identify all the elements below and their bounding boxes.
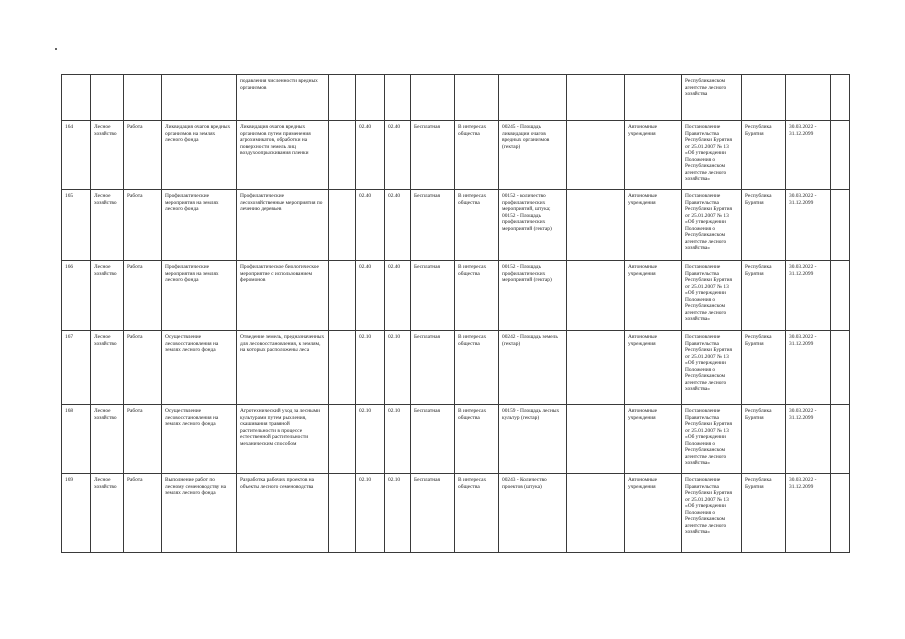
table-row bbox=[62, 331, 850, 405]
cell-indicator: 00243 - Количество проектов (штука) bbox=[499, 474, 567, 553]
cell-legal: Постановление Правительства Республики Бурятия от 25.01.2007 № 13 «Об утверждении Положения о Республиканском агентстве лесного хозяйства» bbox=[682, 474, 742, 553]
table-row bbox=[62, 121, 850, 190]
cell-name: Осуществление лесовосстановления на землях лесного фонда bbox=[162, 331, 237, 405]
cell-indicator: 00152 - количество профилактических мероприятий, штука; 00152 - Площадь профилактических мероприятий (гектар) bbox=[499, 190, 567, 261]
cell-name: Осуществление лесовосстановления на землях лесного фонда bbox=[162, 405, 237, 474]
cell-num: 164 bbox=[62, 121, 91, 190]
cell-code1: 02.40 bbox=[356, 190, 385, 261]
cell-interest: В интересах общества bbox=[455, 474, 499, 553]
cell-sector: Лесное хозяйство bbox=[91, 121, 124, 190]
cell-code1: 02.10 bbox=[356, 405, 385, 474]
table-row-continuation bbox=[62, 75, 850, 121]
cell-code2: 02.10 bbox=[385, 405, 411, 474]
cell-code2: 02.40 bbox=[385, 121, 411, 190]
cell-code1: 02.40 bbox=[356, 261, 385, 331]
cell-sector: Лесное хозяйство bbox=[91, 474, 124, 553]
cell-indicator: 00242 - Площадь земель (гектар) bbox=[499, 331, 567, 405]
cell-region: Республика Бурятия bbox=[742, 405, 786, 474]
cell-recipient: Автономные учреждения bbox=[625, 405, 682, 474]
cell-fee: Бесплатная bbox=[411, 331, 455, 405]
cell-recipient: Автономные учреждения bbox=[625, 121, 682, 190]
cell-code1: 02.40 bbox=[356, 121, 385, 190]
cell-period: 30.03.2022 - 31.12.2099 bbox=[786, 331, 831, 405]
cell-interest: В интересах общества bbox=[455, 261, 499, 331]
cell-region: Республика Бурятия bbox=[742, 331, 786, 405]
cell-type: Работа bbox=[124, 190, 162, 261]
cell-code1: 02.10 bbox=[356, 331, 385, 405]
cell-code1: 02.10 bbox=[356, 474, 385, 553]
cell-content: подавления численности вредных организмов bbox=[237, 75, 329, 121]
cell-legal: Постановление Правительства Республики Бурятия от 25.01.2007 № 13 «Об утверждении Положения о Республиканском агентстве лесного хозяйства» bbox=[682, 261, 742, 331]
cell-region: Республика Бурятия bbox=[742, 474, 786, 553]
cell-period: 30.03.2022 - 31.12.2099 bbox=[786, 121, 831, 190]
cell-num: 167 bbox=[62, 331, 91, 405]
cell-type: Работа bbox=[124, 121, 162, 190]
cell-content: Агротехнический уход за лесными культурами путем рыхления, скашивания травяной растительности в процессе естественной растительности механическим способом bbox=[237, 405, 329, 474]
cell-interest: В интересах общества bbox=[455, 190, 499, 261]
cell-type: Работа bbox=[124, 405, 162, 474]
cell-recipient: Автономные учреждения bbox=[625, 190, 682, 261]
cell-region: Республика Бурятия bbox=[742, 261, 786, 331]
cell-sector: Лесное хозяйство bbox=[91, 190, 124, 261]
cell-recipient: Автономные учреждения bbox=[625, 261, 682, 331]
cell-period: 30.03.2022 - 31.12.2099 bbox=[786, 405, 831, 474]
table-row bbox=[62, 261, 850, 331]
cell-code2: 02.10 bbox=[385, 331, 411, 405]
cell-legal: Постановление Правительства Республики Бурятия от 25.01.2007 № 13 «Об утверждении Положения о Республиканском агентстве лесного хозяйства» bbox=[682, 331, 742, 405]
cell-indicator: 00245 - Площадь ликвидации очагов вредных организмов (гектар) bbox=[499, 121, 567, 190]
cell-num: 168 bbox=[62, 405, 91, 474]
cell-sector: Лесное хозяйство bbox=[91, 331, 124, 405]
cell-type: Работа bbox=[124, 261, 162, 331]
cell-type: Работа bbox=[124, 474, 162, 553]
cell-type: Работа bbox=[124, 331, 162, 405]
cell-period: 30.03.2022 - 31.12.2099 bbox=[786, 474, 831, 553]
cell-code2: 02.40 bbox=[385, 190, 411, 261]
cell-content: Профилактические лесохозяйственные мероприятия по лечению деревьев bbox=[237, 190, 329, 261]
cell-code2: 02.10 bbox=[385, 474, 411, 553]
cell-sector: Лесное хозяйство bbox=[91, 405, 124, 474]
cell-num: 165 bbox=[62, 190, 91, 261]
cell-legal: Постановление Правительства Республики Бурятия от 25.01.2007 № 13 «Об утверждении Положения о Республиканском агентстве лесного хозяйства» bbox=[682, 190, 742, 261]
cell-code2: 02.40 bbox=[385, 261, 411, 331]
cell-content: Разработка рабочих проектов на объекты лесного семеноводства bbox=[237, 474, 329, 553]
table-row bbox=[62, 405, 850, 474]
cell-legal: Республиканском агентстве лесного хозяйства bbox=[682, 75, 742, 121]
cell-region: Республика Бурятия bbox=[742, 190, 786, 261]
cell-indicator: 00152 - Площадь профилактических мероприятий (гектар) bbox=[499, 261, 567, 331]
cell-interest: В интересах общества bbox=[455, 405, 499, 474]
cell-fee: Бесплатная bbox=[411, 261, 455, 331]
table-row bbox=[62, 474, 850, 553]
scan-speck bbox=[55, 48, 57, 50]
cell-recipient: Автономные учреждения bbox=[625, 331, 682, 405]
cell-interest: В интересах общества bbox=[455, 121, 499, 190]
cell-period: 30.03.2022 - 31.12.2099 bbox=[786, 261, 831, 331]
cell-interest: В интересах общества bbox=[455, 331, 499, 405]
cell-fee: Бесплатная bbox=[411, 121, 455, 190]
cell-content: Отведение земель, предназначенных для лесовосстановления, к землям, на которых расположены леса bbox=[237, 331, 329, 405]
cell-sector: Лесное хозяйство bbox=[91, 261, 124, 331]
cell-num: 169 bbox=[62, 474, 91, 553]
cell-legal: Постановление Правительства Республики Бурятия от 25.01.2007 № 13 «Об утверждении Положения о Республиканском агентстве лесного хозяйства» bbox=[682, 405, 742, 474]
cell-fee: Бесплатная bbox=[411, 405, 455, 474]
cell-content: Профилактическое биологическое мероприятие с использованием феромонов bbox=[237, 261, 329, 331]
cell-recipient: Автономные учреждения bbox=[625, 474, 682, 553]
cell-region: Республика Бурятия bbox=[742, 121, 786, 190]
cell-content: Ликвидация очагов вредных организмов путем применения агрохимикатов, обработки на поверхности земель лиц воздухоопрыскивания пленки bbox=[237, 121, 329, 190]
cell-name: Ликвидация очагов вредных организмов на землях лесного фонда bbox=[162, 121, 237, 190]
cell-period: 30.03.2022 - 31.12.2099 bbox=[786, 190, 831, 261]
cell-name: Профилактические мероприятия на землях лесного фонда bbox=[162, 190, 237, 261]
cell-legal: Постановление Правительства Республики Бурятия от 25.01.2007 № 13 «Об утверждении Положения о Республиканском агентстве лесного хозяйства» bbox=[682, 121, 742, 190]
cell-num: 166 bbox=[62, 261, 91, 331]
cell-indicator: 00159 - Площадь лесных культур (гектар) bbox=[499, 405, 567, 474]
table-row bbox=[62, 190, 850, 261]
cell-fee: Бесплатная bbox=[411, 190, 455, 261]
cell-name: Выполнение работ по лесному семеноводству на землях лесного фонда bbox=[162, 474, 237, 553]
cell-fee: Бесплатная bbox=[411, 474, 455, 553]
registry-table bbox=[61, 74, 850, 553]
cell-name: Профилактические мероприятия на землях лесного фонда bbox=[162, 261, 237, 331]
